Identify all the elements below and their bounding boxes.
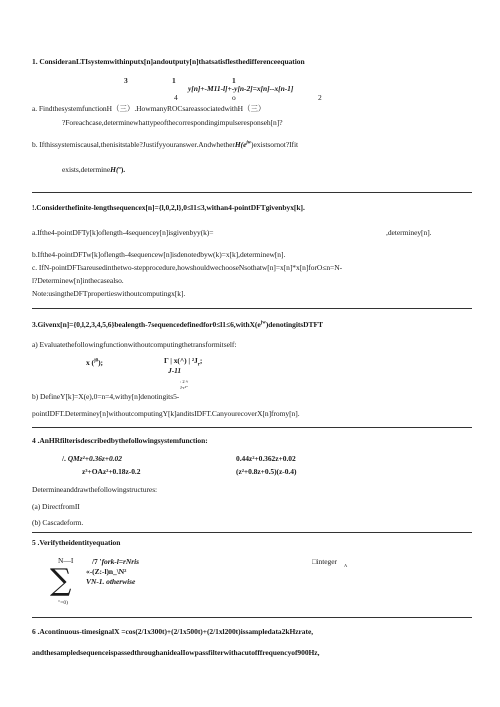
problem-3-part-a-line: a) Evaluatethefollowingfunctionwithoutcomputingthetransformitself: — [32, 340, 237, 349]
equation-coefficient: 2 — [318, 93, 322, 102]
equation-coefficient: 3 — [124, 76, 128, 85]
summation-lower-limit: "=0) — [58, 600, 68, 606]
problem-2-note: Note:usingtheDFTpropertieswithoutcomputingx[k]. — [32, 289, 186, 298]
problem-3-part-b-line-2: pointIDFT.Determiney[n]withoutcomputingY[k]anditsIDFT.CanyourecoverX[n]fromy[n]. — [32, 409, 300, 418]
problem-6-heading-line-2: andthesampledsequenceispassedthroughanidealIowpassfilterwithacutofffrequencyof900Hz, — [32, 648, 320, 657]
problem-2-heading: !.Considerthefinite-lengthsequencex[n]={l,0,2,l},0≤l1≤3,withan4-pointDFTgivenbyx[k]. — [32, 203, 305, 212]
equation-coefficient: o — [232, 93, 236, 102]
problem-4-numerator-1: /. QMz²+0.36z+0.02 — [62, 454, 122, 463]
problem-4-structure-b: (b) Cascadeform. — [32, 518, 84, 527]
identity-subscript: A — [344, 563, 348, 568]
difference-equation: y[n]+-M11-l]+-y[n-2]=x[n]--x[n-1] — [188, 84, 294, 93]
identity-exponent: «-(Z:-l)n_\N² — [86, 567, 127, 576]
section-divider — [32, 427, 472, 428]
problem-1-part-a-line-2: ?Foreachcase,determinewhattypeofthecorrespondingimpulseresponseh[n]? — [62, 118, 283, 127]
section-divider — [32, 532, 472, 533]
problem-1-part-a-line-1: a. FindthesystemfunctionH（三）.HowmanyROCsareassociatedwithH（三） — [32, 104, 266, 113]
problem-1-heading: 1. ConsideranLTIsystemwithinputx[n]andoutputy[n]thatsatisflesthedifferenceequation — [32, 57, 305, 66]
summation-symbol: ∑ — [50, 563, 72, 598]
section-divider — [32, 308, 472, 309]
problem-4-denominator-2: (z²+0.8z+0.5)(z-0.4) — [236, 467, 297, 476]
problem-4-instruction: Determineanddrawthefollowingstructures: — [32, 485, 158, 494]
problem-4-numerator-2: 0.44z²+0.362z+0.02 — [236, 454, 296, 463]
problem-2-part-c-line-2: l?Determinew[n]inthecasealso. — [32, 276, 124, 285]
problem-2-part-a-tail: ,determiney[n]. — [386, 228, 432, 237]
problem-3-tiny-mark: J-r²" — [180, 385, 188, 390]
section-divider — [32, 192, 472, 193]
problem-2-part-b-line: b.Ifthe4-pointDFTw[k]oflength-4sequencew[n]isdenotedbyw(k)=x[k],determinew[n]. — [32, 250, 286, 259]
identity-case-2: VN-1. otherwise — [86, 577, 136, 586]
problem-2-part-c-line-1: c. IfN-pointDFTsareusedinthetwo-stepprocedure,howshouldwechooseNsothatw[n]=x[n]*x[n]forO≤n=N- — [32, 263, 343, 272]
problem-3-integral-limit: J-11 — [168, 366, 182, 375]
identity-case-1: /7 'fork-l=rNris — [92, 557, 140, 566]
problem-3-formula-x: x ($^{j0}$); — [86, 358, 103, 367]
problem-2-part-a-line: a.Ifthe4-pointDFTy[k]oflength-4sequencey[n]isgivenbyy(k)= — [32, 228, 214, 237]
summation-upper-limit: N—I — [58, 556, 74, 565]
equation-coefficient: 1 — [172, 76, 176, 85]
equation-coefficient: 4 — [174, 93, 178, 102]
identity-integer-label: □integer — [312, 557, 337, 566]
problem-4-heading: 4 .AnHRfilterisdescribedbythefollowingsystemfunction: — [32, 436, 208, 445]
problem-3-tiny-mark: : 2 ≈ — [180, 379, 189, 384]
problem-1-part-b-line-2: exists,determineH(º). — [62, 165, 126, 174]
problem-4-structure-a: (a) DirectfromII — [32, 502, 80, 511]
section-divider — [32, 617, 472, 618]
problem-3-part-b-line-1: b) DefineY[k]=X(e),0=n=4,withy[n]denotingits5- — [32, 392, 180, 401]
problem-3-formula-integral: Γ | x(^) | $^2J_r$; — [164, 356, 203, 368]
problem-1-part-b-line-1: b. $Ifthissystemiscausal,thenisitstable?Justifyyouranswer.AndwhetherH(e^{jw})existsornot?Ifit$ — [32, 140, 299, 149]
problem-4-denominator-1: z³+OAz²+0.18z-0.2 — [82, 467, 141, 476]
problem-5-heading: 5 .Verifytheidentityequation — [32, 538, 121, 547]
equation-coefficient: 1 — [232, 76, 236, 85]
problem-6-heading-line-1: 6 .Acontinuous-timesignalX =cos(2/1x300t)+(2/1x500t)+(2/1xl200t)issampledata2kHzrate, — [32, 627, 314, 636]
problem-3-heading: $3.Givenx[n]=\{0,l,2,3,4,5,6\}bealength-7sequencedefinedfor0\le l1\le 6,withX(e^{jw})denotingitsDTFT$ — [32, 320, 323, 329]
